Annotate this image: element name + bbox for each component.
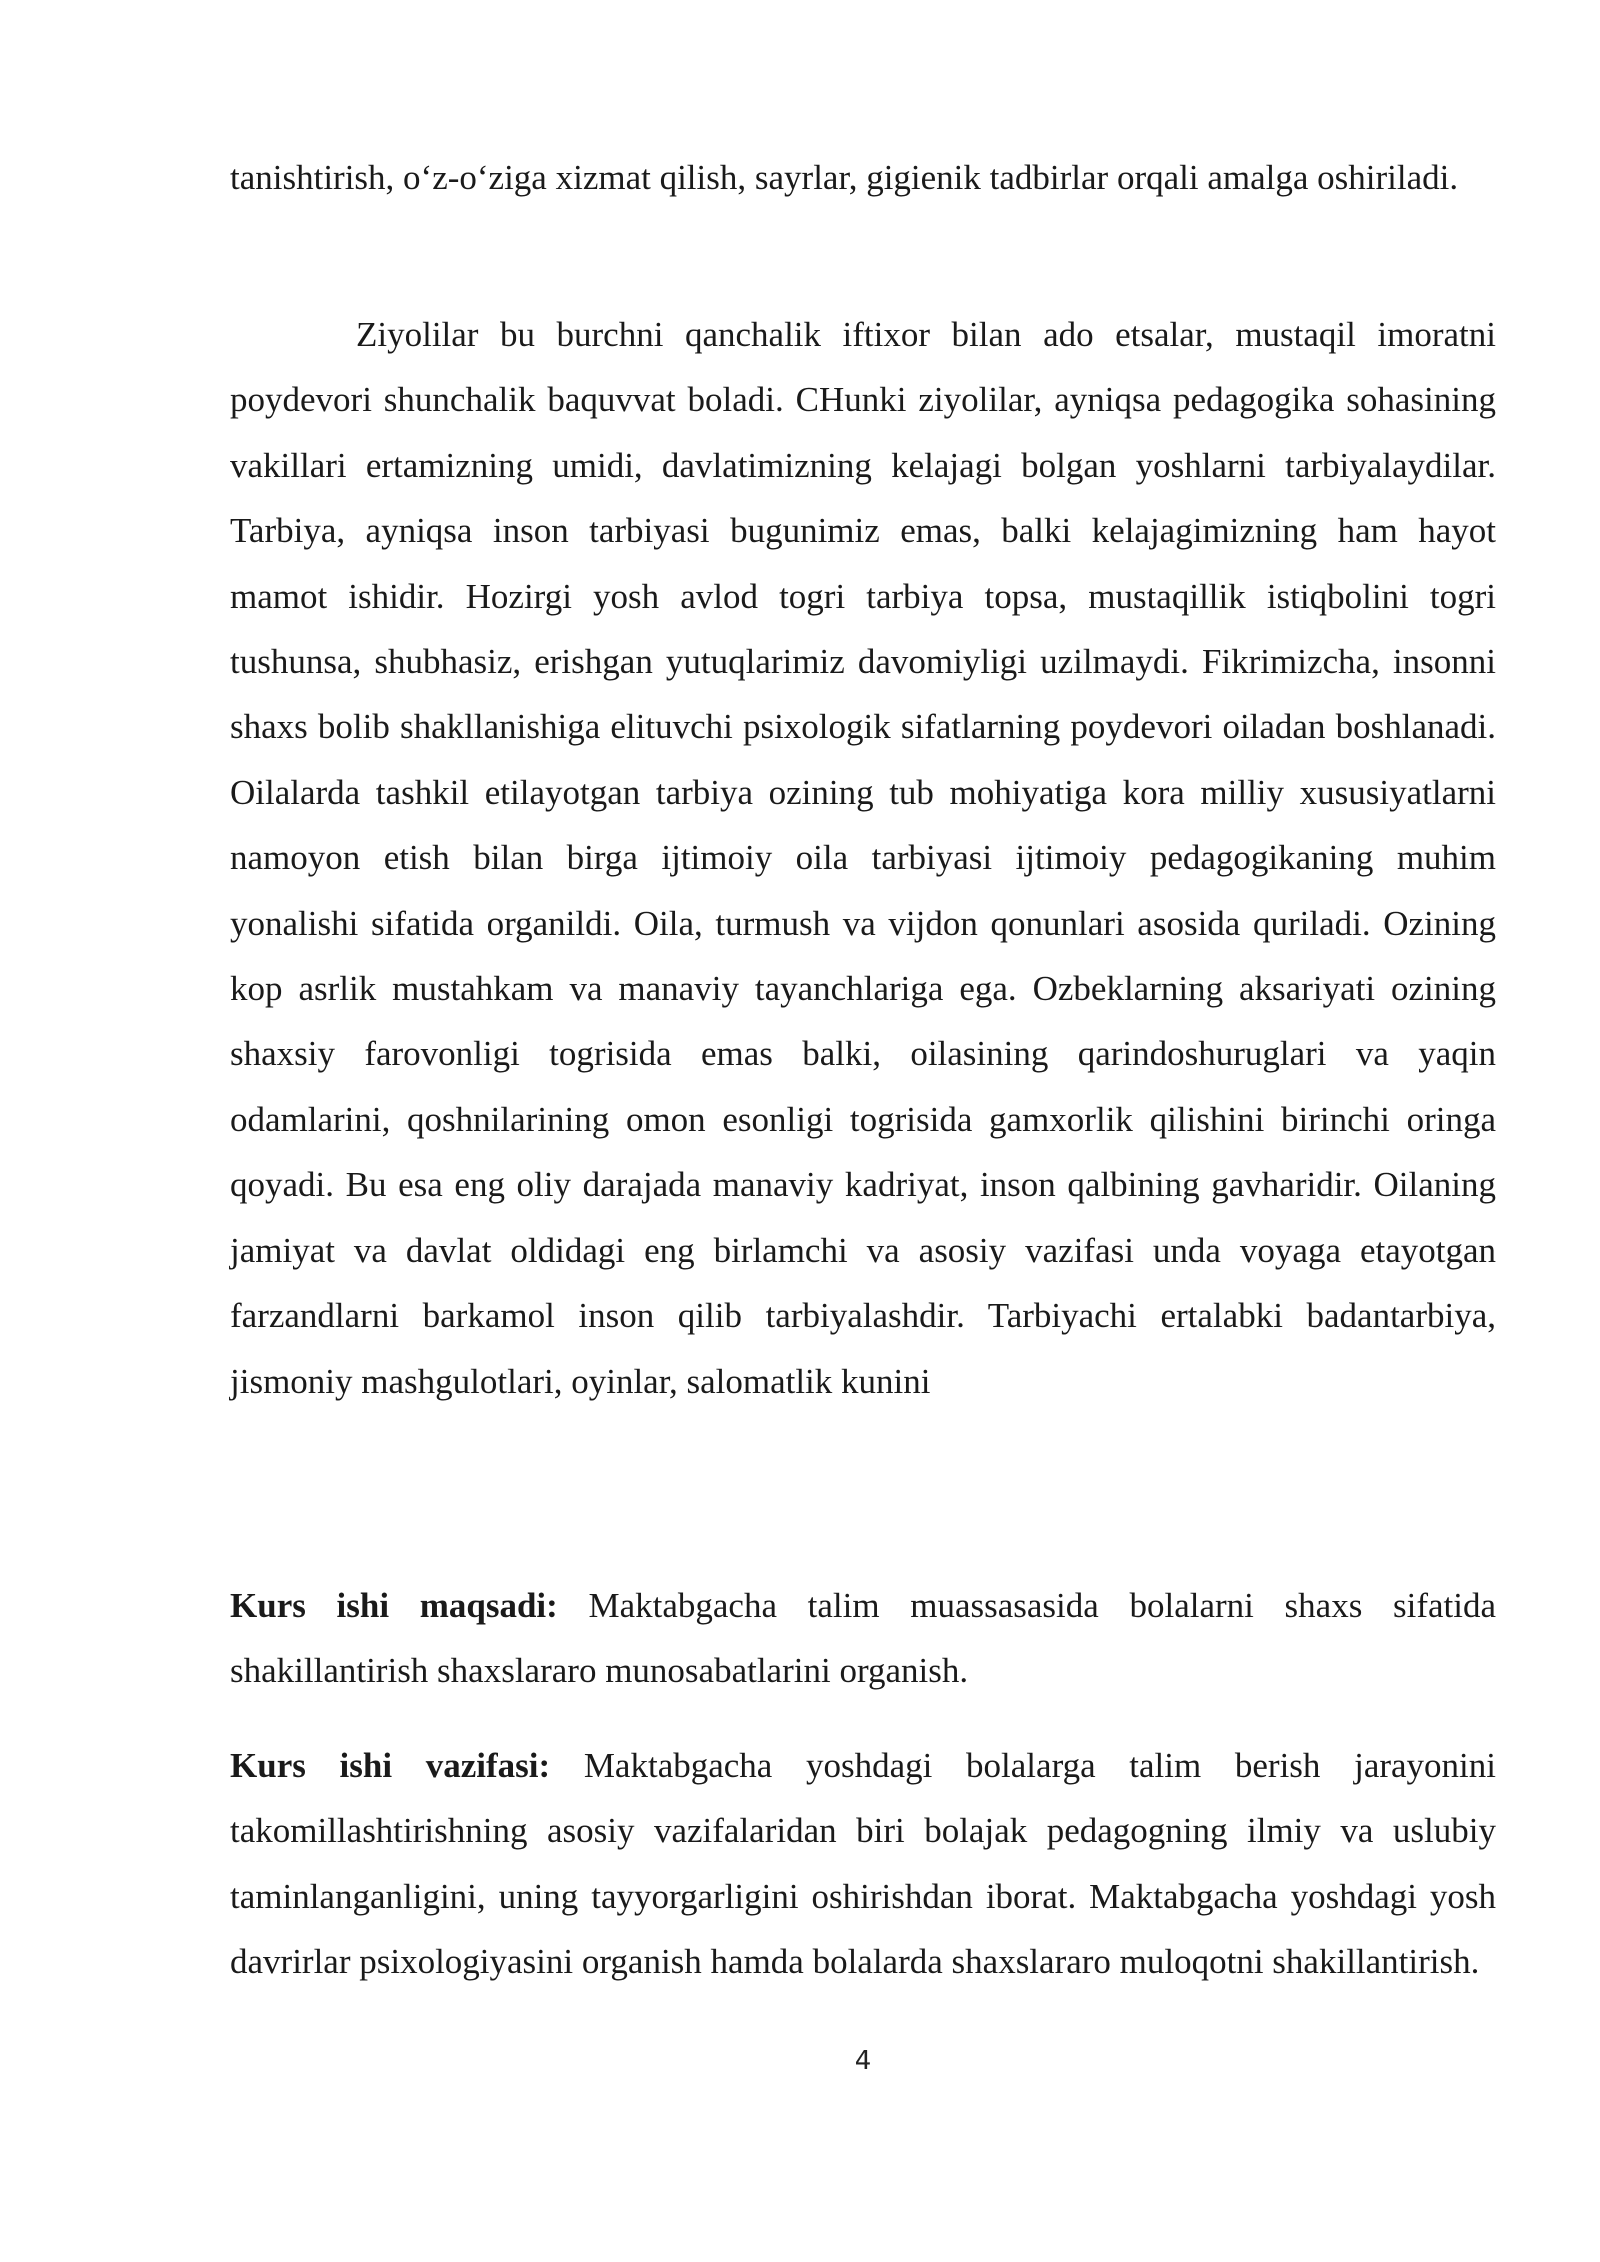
paragraph-intro: tanishtirish, o‘z-o‘ziga xizmat qilish, sayrlar, gigienik tadbirlar orqali amalga oshiriladi.	[230, 158, 1459, 197]
course-task-paragraph	[230, 1733, 1496, 1995]
course-task-text: Maktabgacha yoshdagi bolalarga talim berish jarayonini takomillashtirishning asosiy vazifalaridan biri bolajak pedagogning ilmiy va uslubiy taminlanganligini, uning tayyorgarligini oshirishdan iborat. Maktabgacha yoshdagi yosh davrirlar psixologiyasini organish hamda bolalarda shaxslararo muloqotni shakillantirish.	[230, 1746, 1496, 1982]
course-goal-text: Maktabgacha talim muassasasida bolalarni shaxs sifatida shakillantirish shaxslararo munosabatlarini organish.	[230, 1586, 1496, 1691]
paragraph-main: Ziyolilar bu burchni qanchalik iftixor bilan ado etsalar, mustaqil imoratni poydevori shunchalik baquvvat boladi. CHunki ziyolilar, ayniqsa pedagogika sohasining vakillari ertamizning umidi, davlatimizning kelajagi bolgan yoshlarni tarbiyalaydilar. Tarbiya, ayniqsa inson tarbiyasi bugunimiz emas, balki kelajagimizning ham hayot mamot ishidir. Hozirgi yosh avlod togri tarbiya topsa, mustaqillik istiqbolini togri tushunsa, shubhasiz, erishgan yutuqlarimiz davomiyligi uzilmaydi. Fikrimizcha, insonni shaxs bolib shakllanishiga elituvchi psixologik sifatlarning poydevori oiladan boshlanadi. Oilalarda tashkil etilayotgan tarbiya ozining tub mohiyatiga kora milliy xususiyatlarni namoyon etish bilan birga ijtimoiy oila tarbiyasi ijtimoiy pedagogikaning muhim yonalishi sifatida organildi. Oila, turmush va vijdon qonunlari asosida quriladi. Ozining kop asrlik mustahkam va manaviy tayanchlariga ega. Ozbeklarning aksariyati ozining shaxsiy farovonligi togrisida emas balki, oilasining qarindoshuruglari va yaqin odamlarini, qoshnilarining omon esonligi togrisida gamxorlik qilishini birinchi oringa qoyadi. Bu esa eng oliy darajada manaviy kadriyat, inson qalbining gavharidir. Oilaning jamiyat va davlat oldidagi eng birlamchi va asosiy vazifasi unda voyaga etayotgan farzandlarni barkamol inson qilib tarbiyalashdir. Tarbiyachi ertalabki badantarbiya, jismoniy mashgulotlari, oyinlar, salomatlik kunini	[230, 315, 1496, 1401]
course-goal-label: Kurs ishi maqsadi:	[230, 1586, 558, 1625]
page-number: 4	[854, 2046, 872, 2076]
course-goal-paragraph	[230, 1573, 1496, 1704]
course-task-label: Kurs ishi vazifasi:	[230, 1746, 551, 1785]
